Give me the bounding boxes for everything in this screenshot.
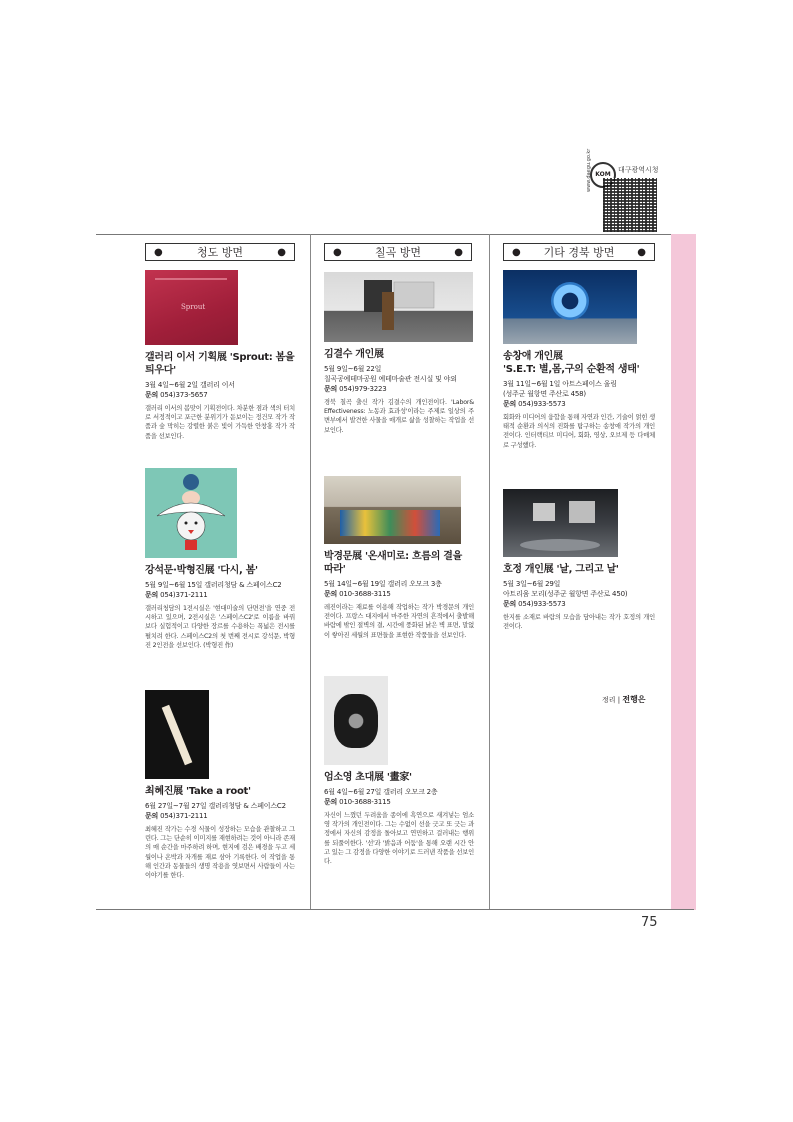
- exhibition-venue: 아트리움 모리(성주군 월항면 주산로 450): [503, 590, 628, 598]
- exhibition-dates: 3월 4일~6월 2일 갤러리 이서: [145, 381, 235, 389]
- bullet-icon: ●: [637, 246, 646, 258]
- exhibition-image[interactable]: [145, 468, 237, 558]
- exhibition-dates: 6월 27일~7월 27일 갤러리청담 & 스페이스C2: [145, 802, 286, 810]
- contact-number: 054)979-3223: [339, 385, 387, 393]
- exhibition-title: 강석문·박형진展 '다시, 봄': [145, 565, 258, 576]
- contact-label: 문의: [503, 600, 517, 608]
- exhibition-description: 갤러리 이서의 봄맞이 기획전이다. 차분한 점과 색의 터치로 서정적이고 포근한 분위기가 돋보이는 정건모 작가 작품과 숲 막히는 강렬한 붉은 빛이 가득한 안창홍 작가 작품을 선보인다.: [145, 405, 295, 440]
- section-header-cheongdo: [145, 243, 295, 261]
- exhibition-item: [145, 270, 295, 441]
- exhibition-dates: 5월 9일~6월 15일 갤러리청담 & 스페이스C2: [145, 581, 282, 589]
- exhibition-description: 한지를 소재로 바람의 모습을 담아내는 작가 호정의 개인전이다.: [503, 614, 655, 631]
- exhibition-title: 김결수 개인展: [324, 349, 384, 360]
- org-label: 대구광역시청: [618, 166, 659, 174]
- credit-name: 전행은: [622, 695, 646, 704]
- exhibition-description: 회화와 미디어의 융합을 통해 자연과 인간, 기술이 얽힌 생태적 순환과 의식의 진화를 탐구하는 송창애 작가의 개인전이다. 인터랙티브 미디어, 회화, 영상, 오브제 등 다매체로 구성했다.: [503, 414, 655, 449]
- exhibition-description: 최혜진 작가는 수경 식물이 성장하는 모습을 관찰하고 그린다. 그는 단순히 이미지를 재현하려는 것이 아니라 존재의 매 순간을 마주하려 하며, 현지에 검은 배경을 두고 세월이나 온박과 자개를 재료 삼아 기록한다. 이 작업을 통해 인간과 동물들의 생명 작용을 엿보면서 사람들이 사는 이야기를 한다.: [145, 826, 295, 880]
- exhibition-title: 엄소영 초대展 '畫家': [324, 772, 412, 783]
- exhibition-dates: 5월 3일~6월 29일: [503, 580, 561, 588]
- contact-label: 문의: [145, 812, 159, 820]
- org-url: www.daegu.go.kr: [586, 148, 592, 192]
- exhibition-subtitle: 'S.E.T: 별,몸,구의 순환적 생태': [503, 364, 640, 375]
- page-number: 75: [641, 915, 658, 930]
- exhibition-image[interactable]: [503, 270, 637, 344]
- exhibition-item: [503, 270, 655, 450]
- section-header-etc: [503, 243, 655, 261]
- section-title: 칠곡 방면: [374, 246, 421, 259]
- editor-credit: [602, 694, 646, 705]
- exhibition-item: [324, 272, 474, 435]
- bullet-icon: ●: [454, 246, 463, 258]
- column-divider: [489, 234, 490, 909]
- contact-number: 010-3688-3115: [339, 798, 391, 806]
- exhibition-dates: 5월 9일~6월 22일: [324, 365, 382, 373]
- exhibition-dates: 6월 4일~6월 27일 갤러리 오모크 2층: [324, 788, 438, 796]
- bullet-icon: ●: [333, 246, 342, 258]
- top-rule: [96, 234, 694, 235]
- bottom-rule: [96, 909, 694, 910]
- exhibition-venue: (성주군 월항면 주산로 458): [503, 390, 586, 398]
- contact-label: 문의: [324, 385, 338, 393]
- gallery-installation-icon: [324, 272, 473, 342]
- bullet-icon: ●: [512, 246, 521, 258]
- exhibition-image[interactable]: [324, 272, 473, 342]
- kom-badge: KOM: [590, 162, 616, 188]
- qr-code-icon[interactable]: [603, 178, 657, 232]
- exhibition-description: 경북 칠곡 출신 작가 김결수의 개인전이다. 'Labor& Effectiveness: 노동과 효과성'이라는 주제로 일상의 주변부에서 발견한 사물을 매개로 삶을 성찰하는 작업을 선보인다.: [324, 399, 474, 434]
- exhibition-venue: 칠곡공예테마공원 예테마술관 전시실 및 야외: [324, 375, 457, 383]
- credit-label: 정리 |: [602, 696, 621, 704]
- exhibition-item: [145, 468, 295, 650]
- contact-number: 054)933-5573: [518, 400, 566, 408]
- bullet-icon: ●: [277, 246, 286, 258]
- exhibition-item: [145, 690, 295, 880]
- gallery-room-icon: [503, 489, 618, 557]
- contact-label: 문의: [324, 798, 338, 806]
- contact-label: 문의: [503, 400, 517, 408]
- exhibition-image[interactable]: [324, 476, 461, 544]
- exhibition-dates: 3월 11일~6월 1일 아트스페이스 울림: [503, 380, 617, 388]
- contact-label: 문의: [145, 391, 159, 399]
- image-caption: Sprout: [181, 303, 206, 311]
- exhibition-image[interactable]: [145, 690, 209, 779]
- exhibition-description: 레진이라는 재료를 이용해 작업하는 작가 박경문의 개인전이다. 프랑스 대지에서 마주한 자연의 흔적에서 출발해 바람에 밖인 절벽의 결, 시간에 풍화된 낡은 벽 표면, 말없이 쌓아진 세월의 표면들을 표현한 작품들을 선보인다.: [324, 604, 474, 639]
- resin-painting: [340, 510, 440, 536]
- section-title: 청도 방면: [196, 246, 243, 259]
- root-form: [162, 705, 193, 765]
- exhibition-title: 송창애 개인展: [503, 351, 563, 362]
- contact-number: 054)371-2111: [160, 591, 208, 599]
- image-rule: [155, 278, 227, 280]
- exhibition-title: 호정 개인展 '날, 그리고 날': [503, 564, 619, 575]
- section-title: 기타 경북 방면: [543, 246, 615, 259]
- exhibition-image[interactable]: [145, 270, 238, 345]
- exhibition-title: 갤러리 이서 기획展 'Sprout: 봄을 틔우다': [145, 352, 295, 376]
- exhibition-description: 갤러리청담의 1전시실은 '현대미술의 단면전'을 연중 전시하고 있으며, 2전시실은 '스페이스C2'로 이름을 바꿔 보다 실험적이고 다양한 장르를 수용하는 폭넓은 전시를 펼치려 한다. 스페이스C2의 첫 번째 전시로 강석문, 박형진 2인전을 선보인다. (박형진 作): [145, 605, 295, 649]
- column-divider: [310, 234, 311, 909]
- exhibition-item: [324, 476, 474, 640]
- exhibition-image[interactable]: [324, 676, 388, 765]
- contact-number: 054)933-5573: [518, 600, 566, 608]
- exhibition-title: 박경문展 '온새미로: 흐름의 결을 따라': [324, 551, 463, 575]
- contact-number: 010-3688-3115: [339, 590, 391, 598]
- section-header-chilgok: [324, 243, 472, 261]
- contact-label: 문의: [145, 591, 159, 599]
- exhibition-item: [503, 489, 655, 631]
- exhibition-item: [324, 676, 474, 866]
- exhibition-dates: 5월 14일~6월 19일 갤러리 오모크 3층: [324, 580, 442, 588]
- contact-number: 054)371-2111: [160, 812, 208, 820]
- pink-side-band: [671, 234, 696, 910]
- contact-number: 054)373-5657: [160, 391, 208, 399]
- exhibition-description: 자신이 느꼈던 두려움을 종이에 흑연으로 새겨넣는 엄소영 작가의 개인전이다. 그는 수없이 선을 긋고 또 긋는 과정에서 자신의 감정을 돌아보고 연민하고 걸러내는 행위를 되풀이한다. '선'과 '밝음과 어둠'을 통해 오랜 시간 안고 있는 그 감정을 다양한 이야기로 드러낸 작품을 선보인다.: [324, 812, 474, 866]
- graphite-form: [334, 694, 378, 748]
- exhibition-image[interactable]: [503, 489, 618, 557]
- circular-artwork: [551, 282, 589, 320]
- exhibition-title: 최혜진展 'Take a root': [145, 786, 251, 797]
- bullet-icon: ●: [154, 246, 163, 258]
- bird-illustration-icon: [145, 468, 237, 558]
- contact-label: 문의: [324, 590, 338, 598]
